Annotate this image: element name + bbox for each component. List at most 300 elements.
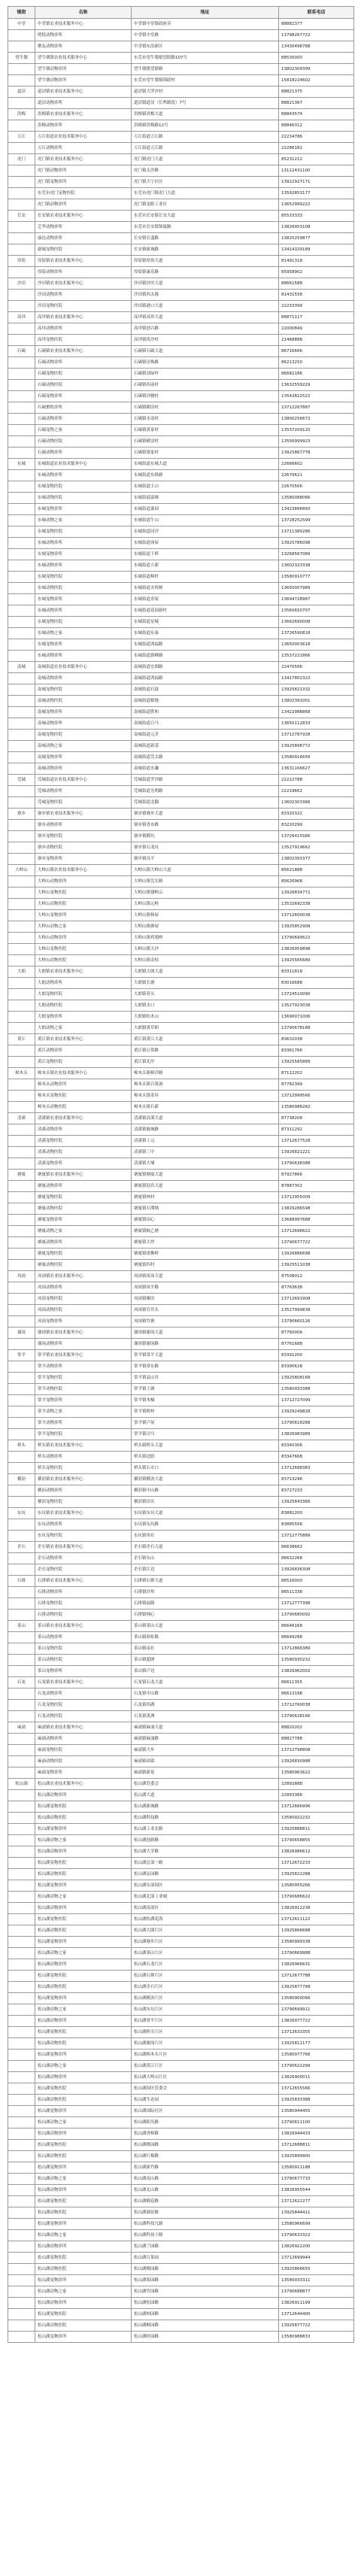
cell-town [8,1305,35,1316]
cell-town [8,2185,35,2196]
cell-address: 大岭山镇大沙 [132,944,279,955]
table-row [8,1316,354,1327]
cell-phone: 13580955266 [279,1880,354,1892]
cell-address: 凤岗镇竹塘 [132,1316,279,1327]
cell-town [8,1790,35,1801]
table-row [8,1485,354,1497]
cell-town [8,549,35,560]
cell-phone: 13712672233 [279,1858,354,1869]
cell-phone: 13790677733 [279,2174,354,2185]
cell-town [8,820,35,831]
cell-phone: 83220299 [279,820,354,831]
cell-town [8,673,35,684]
cell-name: 南城动物诊所 [35,763,132,775]
cell-name: 石排动物医院 [35,1610,132,1621]
table-row [8,414,354,425]
cell-phone: 86511338 [279,1587,354,1598]
table-row [8,639,354,651]
table-row [8,177,354,188]
cell-name: 松山湖动物之家 [35,2286,132,2298]
cell-address: 沙田镇西太隆 [132,290,279,301]
table-row [8,526,354,538]
cell-town [8,1373,35,1384]
cell-phone: 85626968 [279,876,354,887]
cell-address: 常平镇袁山贝 [132,1373,279,1384]
cell-address: 松山湖新竹路 [132,2162,279,2174]
cell-town [8,797,35,809]
cell-town [8,1147,35,1158]
cell-address: 清溪镇三中 [132,1147,279,1158]
cell-town [8,639,35,651]
cell-address: 松山湖桂园路 [132,2332,279,2343]
table-row [8,1621,354,1632]
table-row [8,1226,354,1237]
cell-address: 东莞市长安镇长安大道 [132,211,279,222]
cell-town [8,1226,35,1237]
cell-name: 沙田动物诊所 [35,290,132,301]
table-row [8,1384,354,1395]
table-row [8,1339,354,1350]
cell-name: 东城动物医院 [35,493,132,504]
cell-name: 东城宠物诊所 [35,639,132,651]
table-row [8,730,354,741]
cell-address: 麻涌镇漳澎 [132,1756,279,1767]
cell-address: 道滘镇道滘（长鸣路段）7号 [132,98,279,109]
cell-name: 黄江动物诊所 [35,1045,132,1057]
table-row [8,1700,354,1711]
cell-name: 南城动物之家 [35,741,132,752]
cell-phone: 13537209120 [279,425,354,436]
cell-name: 石龙动物医院 [35,1711,132,1722]
cell-phone: 83713296 [279,1474,354,1485]
table-row [8,278,354,290]
table-row [8,662,354,673]
cell-name: 石碣动物诊所 [35,448,132,459]
cell-town [8,899,35,910]
cell-name: 凤岗宠物诊所 [35,1316,132,1327]
cell-phone: 13592853177 [279,188,354,199]
cell-phone: 88821375 [279,86,354,98]
table-row [8,1576,354,1587]
cell-phone: 22233399 [279,301,354,312]
table-row [8,2117,354,2128]
cell-town [8,1384,35,1395]
cell-phone: 13926821221 [279,1147,354,1158]
cell-address: 东坑镇东坑路 [132,1519,279,1531]
cell-name: 塘厦动物之家 [35,1226,132,1237]
cell-address: 东坑镇角社 [132,1531,279,1542]
cell-phone: 13712267887 [279,402,354,414]
cell-name: 松山湖宠物诊所 [35,2050,132,2061]
cell-address: 东城街道牛山 [132,515,279,526]
cell-town [8,2162,35,2174]
cell-phone: 13690071006 [279,1012,354,1023]
cell-name: 松山湖宠物医院 [35,2083,132,2095]
cell-name: 樟木头动物诊所 [35,1079,132,1091]
cell-address: 石碣镇沙腰村 [132,391,279,402]
cell-town [8,989,35,1000]
cell-town [8,1395,35,1406]
cell-phone: 83727233 [279,1485,354,1497]
cell-town [8,120,35,132]
table-row [8,2004,354,2016]
table-row [8,1079,354,1091]
cell-town [8,2298,35,2309]
cell-address: 松山湖北部工业城 [132,1892,279,1903]
cell-name: 南城宠物诊所 [35,752,132,763]
cell-phone: 85621888 [279,865,354,876]
cell-town [8,2275,35,2286]
cell-address: 大朗镇松木山 [132,1012,279,1023]
cell-phone: 87761688 [279,1339,354,1350]
cell-town: 寮步 [8,809,35,820]
cell-town [8,335,35,346]
cell-phone: 13925511038 [279,1260,354,1271]
cell-address: 东城街道温塘 [132,493,279,504]
table-row [8,1091,354,1102]
table-row [8,1835,354,1846]
cell-name: 塘厦动物医院 [35,1260,132,1271]
cell-town [8,357,35,369]
table-row [8,256,354,267]
cell-town: 黄江 [8,1034,35,1045]
cell-address: 沙田镇沙田大道 [132,278,279,290]
cell-name: 松山湖动物医院 [35,2207,132,2219]
cell-town: 塘厦 [8,1170,35,1181]
cell-address: 塘厦镇塘厦大道 [132,1170,279,1181]
cell-phone: 13926834772 [279,887,354,899]
table-row [8,1452,354,1463]
table-row [8,1305,354,1316]
table-row [8,2162,354,2174]
cell-address: 松山湖桥头片区 [132,2027,279,2038]
cell-town [8,244,35,256]
cell-name: 东坑宠物医院 [35,1531,132,1542]
cell-town [8,1610,35,1621]
table-row [8,2095,354,2106]
table-row [8,989,354,1000]
table-row [8,1711,354,1722]
cell-town [8,651,35,662]
table-row [8,594,354,605]
cell-phone: 13537221866 [279,651,354,662]
cell-town: 凤岗 [8,1271,35,1282]
cell-name: 清溪动物医院 [35,1147,132,1158]
cell-phone: 13798267722 [279,30,354,41]
cell-town [8,1260,35,1271]
cell-address: 凤岗镇雁田 [132,1294,279,1305]
cell-town [8,1079,35,1091]
cell-address: 东城街道主山 [132,481,279,493]
cell-phone: 83320322 [279,809,354,820]
cell-address: 大岭山镇元岭 [132,899,279,910]
table-row [8,2219,354,2230]
cell-town [8,1801,35,1813]
cell-town [8,2140,35,2151]
cell-address: 松山湖大岭山片区 [132,2072,279,2083]
cell-phone: 13527923038 [279,1000,354,1012]
table-row [8,53,354,64]
cell-phone: 22893366 [279,1790,354,1801]
cell-name: 松山湖动物医院 [35,2095,132,2106]
cell-town [8,41,35,53]
table-row [8,369,354,380]
table-row [8,301,354,312]
cell-phone: 13925786098 [279,538,354,549]
cell-town [8,425,35,436]
table-row [8,2320,354,2332]
cell-address: 东城街道同沙 [132,526,279,538]
cell-phone: 13580963622 [279,1767,354,1779]
cell-address: 东城街道立新 [132,560,279,572]
cell-name: 谢岗动物诊所 [35,1339,132,1350]
cell-address: 企石镇企石大道 [132,1542,279,1553]
cell-phone: 13712760038 [279,1700,354,1711]
cell-phone: 13580911188 [279,2162,354,2174]
cell-address: 茶山镇彩虹路 [132,1632,279,1643]
cell-town: 麻涌 [8,1722,35,1734]
table-row [8,1361,354,1373]
cell-address: 东城街道星城 [132,617,279,628]
cell-name: 大朗动物诊所 [35,978,132,989]
cell-address: 松山湖沁园路 [132,1869,279,1880]
cell-town [8,1982,35,1993]
table-row [8,966,354,978]
cell-name: 麻涌宠物诊所 [35,1767,132,1779]
cell-town [8,1045,35,1057]
cell-phone: 13650003618 [279,639,354,651]
cell-name: 高埗动物诊所 [35,323,132,335]
cell-name: 松山湖动物诊所 [35,1790,132,1801]
cell-phone: 13802309399 [279,64,354,75]
cell-phone: 13580977766 [279,2050,354,2061]
cell-name: 松山湖动物诊所 [35,2128,132,2140]
cell-town: 松山湖 [8,1779,35,1790]
cell-phone: 13929249828 [279,1406,354,1418]
cell-phone: 13790680092 [279,1610,354,1621]
cell-address: 松山湖常平片区 [132,2016,279,2027]
table-row [8,560,354,572]
cell-address: 石龙镇中山路 [132,1689,279,1700]
cell-address: 石碣镇石碣大道 [132,346,279,357]
cell-name: 沙田镇农业技术服务中心 [35,278,132,290]
table-row [8,86,354,98]
cell-town [8,876,35,887]
cell-name: 松山湖宠物医院 [35,1914,132,1925]
table-row [8,2061,354,2072]
cell-address: 大朗镇长塘 [132,978,279,989]
cell-town [8,730,35,741]
cell-phone: 87887302 [279,1181,354,1192]
cell-address: 黄江镇黄江大道 [132,1034,279,1045]
table-row [8,1406,354,1418]
cell-town: 石排 [8,1576,35,1587]
cell-town [8,1689,35,1700]
cell-address: 清溪镇清溪大道 [132,1113,279,1124]
cell-town [8,64,35,75]
cell-address: 松山湖东部园区 [132,1880,279,1892]
cell-phone: 13417802322 [279,673,354,684]
table-row [8,899,354,910]
cell-town [8,1598,35,1610]
cell-town [8,1971,35,1982]
cell-name: 高埗镇农业技术服务中心 [35,312,132,323]
cell-phone: 83885556 [279,1519,354,1531]
cell-name: 松山湖宠物医院 [35,2309,132,2320]
cell-address: 大岭山镇金桔 [132,955,279,966]
cell-town: 茶山 [8,1621,35,1632]
cell-phone: 13826977722 [279,2016,354,2027]
cell-name: 石龙镇农业技术服务中心 [35,1677,132,1689]
cell-address: 大岭山镇杨屋 [132,910,279,921]
cell-address: 虎门镇大宁社区 [132,177,279,188]
table-row [8,1813,354,1824]
cell-address: 松山湖科技九路 [132,2219,279,2230]
table-row [8,1689,354,1700]
cell-phone: 13712798808 [279,1745,354,1756]
cell-address: 石碣镇横滘村 [132,436,279,448]
cell-town [8,2038,35,2050]
cell-address: 高埗镇高埗大道 [132,312,279,323]
cell-name: 松山湖宠物诊所 [35,2162,132,2174]
table-row [8,1158,354,1170]
cell-address: 麻涌镇新基 [132,1767,279,1779]
cell-phone: 22000849 [279,323,354,335]
cell-town: 谢岗 [8,1327,35,1339]
cell-town [8,2196,35,2207]
cell-address: 茶山镇卢边 [132,1666,279,1677]
cell-phone: 87760006 [279,1327,354,1339]
cell-name: 大岭山动物医院 [35,955,132,966]
cell-address: 石龙镇黄洲 [132,1711,279,1722]
table-row [8,1643,354,1655]
table-row [8,572,354,583]
cell-phone: 13925844411 [279,2207,354,2219]
cell-phone: 13602323338 [279,560,354,572]
table-row [8,651,354,662]
cell-name: 松山湖宠物医院 [35,1801,132,1813]
cell-phone: 85958902 [279,267,354,278]
cell-town [8,1824,35,1835]
cell-name: 大朗动物医院 [35,1000,132,1012]
cell-name: 松山湖宠物诊所 [35,2219,132,2230]
cell-name: 厚街镇农业技术服务中心 [35,256,132,267]
cell-town [8,718,35,730]
cell-phone: 13790677722 [279,1237,354,1249]
cell-town [8,1124,35,1136]
cell-town [8,921,35,933]
table-row [8,222,354,233]
cell-name: 茶山动物诊所 [35,1632,132,1643]
cell-address: 常平镇卢屋 [132,1418,279,1429]
cell-name: 望牛墩动物诊所 [35,75,132,86]
cell-phone: 81431558 [279,290,354,301]
cell-address: 大朗镇巷头 [132,989,279,1000]
table-row [8,1271,354,1282]
table-row [8,1722,354,1734]
cell-town [8,515,35,526]
cell-name: 石碣动物诊所 [35,414,132,425]
cell-address: 横沥镇田头 [132,1497,279,1508]
cell-phone: 13790658855 [279,1835,354,1846]
cell-name: 麻涌动物诊所 [35,1734,132,1745]
cell-address: 凤岗镇凤岗大道 [132,1271,279,1282]
cell-name: 东城宠物诊所 [35,504,132,515]
cell-address: 石龙镇石龙大道 [132,1677,279,1689]
header-address: 地址 [132,7,279,19]
table-row [8,1260,354,1271]
cell-phone: 13790686622 [279,1892,354,1903]
cell-name: 常平宠物医院 [35,1373,132,1384]
table-row [8,290,354,301]
cell-phone: 13712655566 [279,2083,354,2095]
cell-phone: 13802391001 [279,696,354,707]
cell-phone: 87112202 [279,1068,354,1079]
cell-phone: 13724510090 [279,989,354,1000]
cell-phone: 83391200 [279,1350,354,1361]
cell-name: 石龙宠物医院 [35,1700,132,1711]
cell-name: 塘厦动物诊所 [35,1181,132,1192]
cell-town [8,504,35,515]
cell-phone: 13790611100 [279,2117,354,2128]
cell-name: 松山湖宠物医院 [35,1971,132,1982]
table-row [8,1068,354,1079]
cell-name: 大朗镇农业技术服务中心 [35,966,132,978]
cell-town: 大岭山 [8,865,35,876]
cell-phone: 13925852908 [279,921,354,933]
cell-town [8,560,35,572]
table-row [8,1113,354,1124]
cell-name: 企石宠物医院 [35,1564,132,1576]
cell-town [8,1429,35,1440]
table-row [8,504,354,515]
cell-phone: 13712787928 [279,730,354,741]
cell-address: 企石镇东山 [132,1553,279,1564]
table-row [8,1790,354,1801]
table-body [8,19,354,2343]
cell-name: 寮步动物医院 [35,842,132,854]
cell-address: 凤岗镇凤平路 [132,1282,279,1294]
cell-address: 莞城街道北隅 [132,797,279,809]
cell-phone: 13826966631 [279,1959,354,1971]
header-name: 名称 [35,7,132,19]
table-row [8,910,354,921]
table-row [8,1824,354,1835]
cell-name: 东城动物诊所 [35,651,132,662]
cell-name: 大岭山宠物诊所 [35,910,132,921]
cell-town [8,1215,35,1226]
cell-town [8,1892,35,1903]
cell-town [8,323,35,335]
cell-phone: 13826986612 [279,1846,354,1858]
cell-address: 常平镇木棆 [132,1395,279,1406]
cell-town [8,380,35,391]
cell-name: 东城宠物诊所 [35,594,132,605]
table-row [8,199,354,211]
table-row [8,165,354,177]
cell-phone: 13790622299 [279,2061,354,2072]
cell-name: 寮步动物诊所 [35,820,132,831]
table-row [8,538,354,549]
table-row [8,1734,354,1745]
table-row [8,583,354,594]
table-row [8,1294,354,1305]
cell-address: 长安镇新城路 [132,244,279,256]
cell-name: 石碣动物医院 [35,436,132,448]
cell-name: 松山湖动物诊所 [35,2016,132,2027]
cell-name: 松山湖动物医院 [35,1813,132,1824]
cell-name: 松山湖宠物医院 [35,2140,132,2151]
